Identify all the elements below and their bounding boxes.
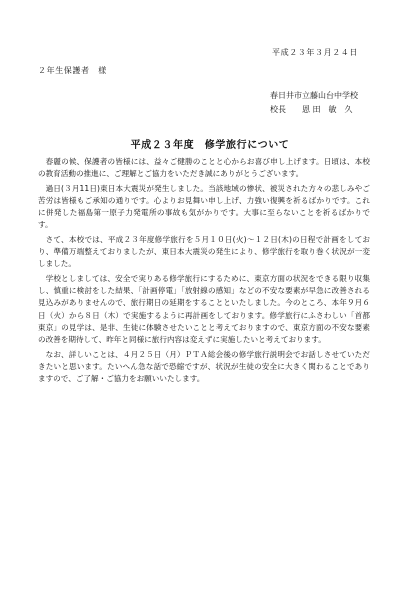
principal-name: 校長 恩 田 敏 久 [270, 105, 353, 114]
paragraph: さて、本校では、平成２３年度修学旅行を５月１０日(火)〜１２日(木)の日程で計画をしており、準備万端整えておりましたが、東日本大震災の発生により、修学旅行を取り巻く状況が一変しました。 [38, 235, 370, 269]
letter-body [38, 156, 370, 388]
addressee: ２年生保護者 様 [38, 66, 107, 75]
paragraph: 学校としましては、安全で実りある修学旅行にするために、東京方面の状況をできる限り収集し、慎重に検討をした結果、「計画停電」「放射線の感知」などの不安な要素が早急に改善される見込みがありませんので、旅行期日の延期をすることといたしました。今のところ、本年９月６日（火）から８日（木）で実施するように再計画をしております。修学旅行にふさわしい「首都東京」の見学は、是非、生徒に体験させたいことと考えておりますので、東京方面の不安な要素の改善を期待して、昨年と同様に旅行内容は変えずに実施したいと考えております。 [38, 274, 370, 345]
paragraph: 過日(３月11日)東日本大震災が発生しました。当該地域の惨状、被災された方々の悲しみやご苦労は皆様もご承知の通りです。心よりお見舞い申し上げ、力強い復興を祈るばかりです。これに併発した福島第一原子力発電所の事故も気がかりです。大事に至らないことを祈るばかりです。 [38, 183, 370, 230]
letter-date: 平成２３年３月２４日 [272, 48, 358, 57]
paragraph: なお、詳しいことは、４月２５日（月）ＰＴＡ総会後の修学旅行説明会でお話しさせていただきたいと思います。たいへん急な話で恐縮ですが、状況が生徒の安全に大きく関わることでありますので、ご了解・ご協力をお願いいたします。 [38, 349, 370, 384]
school-name: 春日井市立藤山台中学校 [270, 91, 358, 100]
letter-title: 平成２３年度 修学旅行について [130, 140, 290, 151]
sender-block [270, 89, 358, 117]
paragraph: 春麗の候、保護者の皆様には、益々ご健勝のことと心からお喜び申し上げます。日頃は、本校の教育活動の推進に、ご理解とご協力をいただき誠にありがとうございます。 [38, 157, 370, 179]
